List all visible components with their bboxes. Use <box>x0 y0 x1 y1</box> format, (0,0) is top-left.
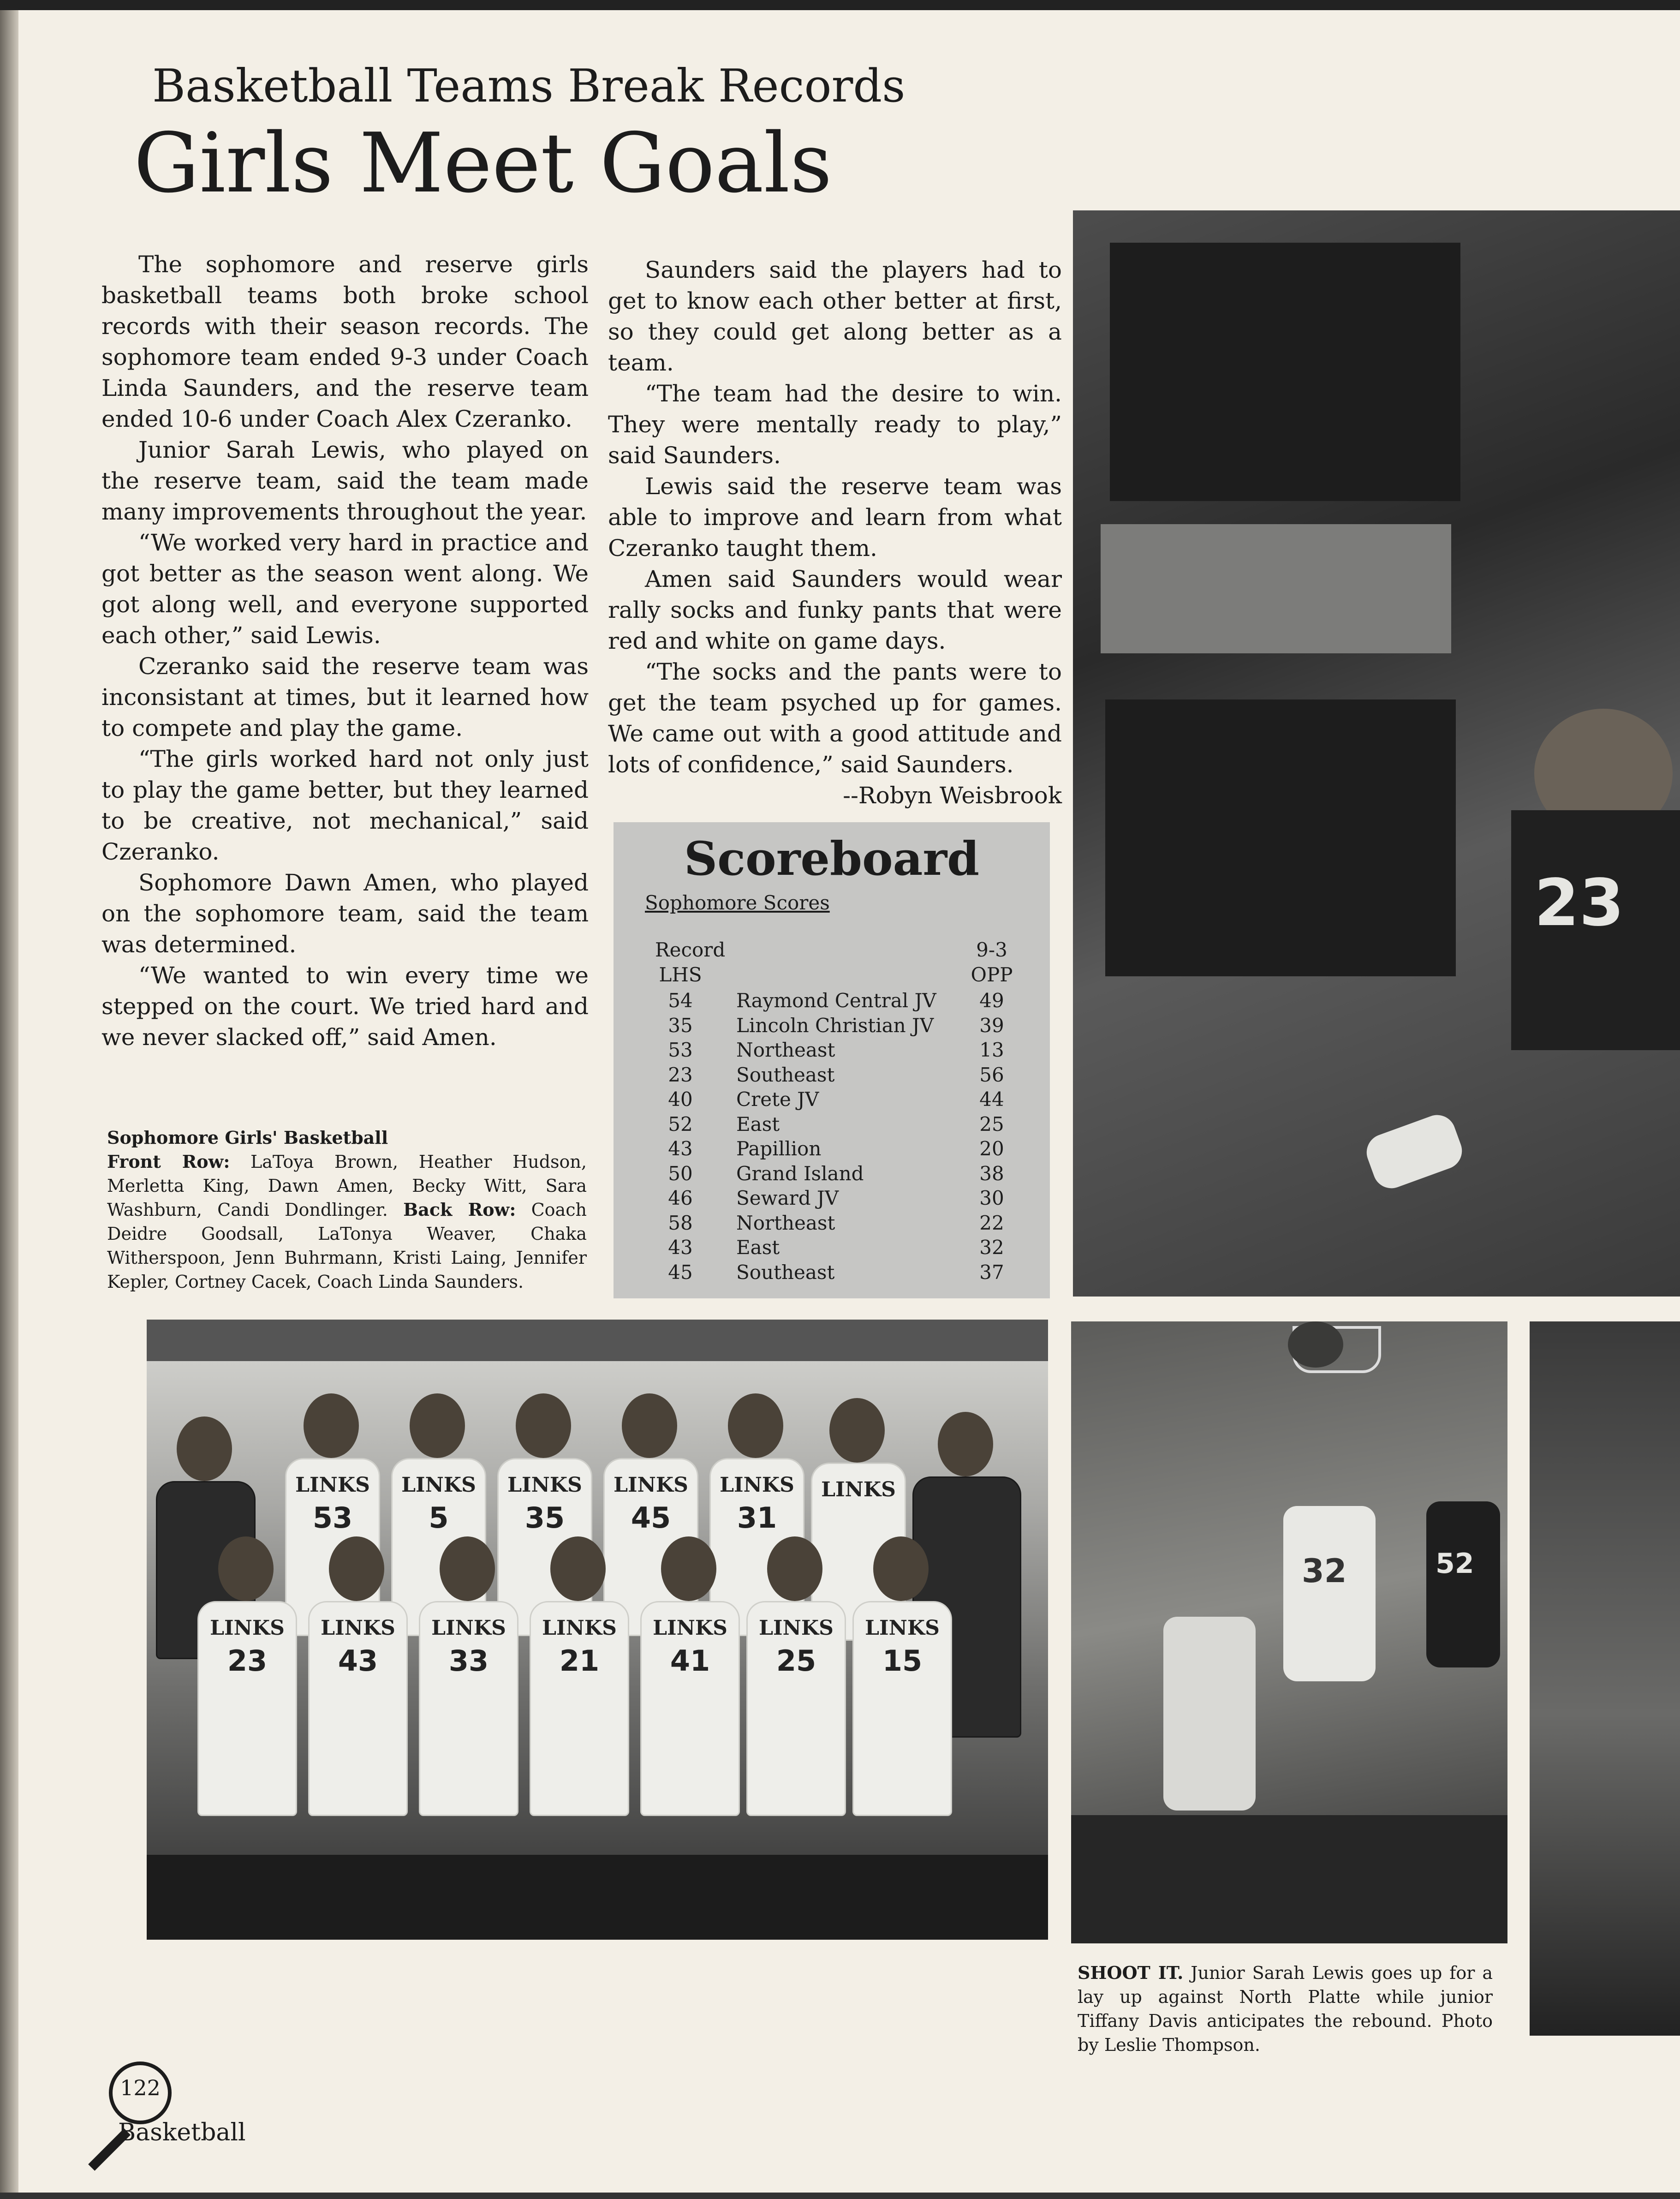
player-jersey <box>640 1601 740 1816</box>
scoreboard-row <box>614 1212 1050 1237</box>
scoreboard-row <box>614 989 1050 1014</box>
opponent-name: Raymond Central JV <box>736 989 936 1012</box>
action-photo-jersey-23 <box>1073 210 1680 1297</box>
scoreboard-row <box>614 1187 1050 1212</box>
lhs-score: 58 <box>668 1211 693 1234</box>
jersey-number: 15 <box>882 1644 923 1678</box>
photo-floor <box>147 1855 1048 1940</box>
player-jersey <box>746 1601 846 1816</box>
player-jersey <box>852 1601 952 1816</box>
jersey-number: 45 <box>631 1501 671 1535</box>
jersey-number: 31 <box>737 1501 777 1535</box>
jersey-number: 23 <box>227 1644 268 1678</box>
paragraph: Amen said Saunders would wear rally socks and funky pants that were red and white on game days. <box>608 566 1062 654</box>
opponent-name: East <box>736 1236 780 1259</box>
opp-score: 22 <box>979 1211 1004 1234</box>
opponent-name: Southeast <box>736 1063 835 1086</box>
opp-score: 39 <box>979 1014 1004 1037</box>
jersey-number: 25 <box>776 1644 816 1678</box>
byline: --Robyn Weisbrook <box>843 782 1062 809</box>
scoreboard-row <box>614 1014 1050 1039</box>
paragraph: Lewis said the reserve team was able to improve and learn from what Czeranko taught them. <box>608 473 1062 562</box>
jersey-text: LINKS <box>759 1616 834 1640</box>
jersey-number: 41 <box>670 1644 710 1678</box>
opponent-name: East <box>736 1112 780 1135</box>
player-head <box>440 1536 495 1601</box>
paragraph: “We wanted to win every time we stepped on the court. We tried hard and we never slacked off,” said Amen. <box>101 962 589 1051</box>
scoreboard-row <box>614 1039 1050 1064</box>
jersey-number: 33 <box>448 1644 489 1678</box>
photo-wall-panel <box>1101 524 1451 653</box>
paragraph: “We worked very hard in practice and got better as the season went along. We got along well, and everyone supported each other,” said Lewis. <box>101 529 589 649</box>
opp-score: 37 <box>979 1261 1004 1284</box>
opp-score: 25 <box>979 1112 1004 1135</box>
opponent-name: Lincoln Christian JV <box>736 1014 934 1037</box>
caption-text: Junior Sarah Lewis goes up for a lay up against North Platte while junior Tiffany Davis anticipates the rebound. Photo by Leslie Thompson. <box>1078 1963 1493 2055</box>
player-head <box>550 1536 606 1601</box>
jersey-text: LINKS <box>653 1616 727 1640</box>
lhs-score: 40 <box>668 1088 693 1111</box>
caption-front-label: Front Row: <box>107 1151 230 1172</box>
opp-score: 38 <box>979 1162 1004 1185</box>
paragraph: Junior Sarah Lewis, who played on the reserve team, said the team made many improvements throughout the year. <box>101 436 589 525</box>
paragraph: “The team had the desire to win. They were mentally ready to play,” said Saunders. <box>608 380 1062 469</box>
scoreboard-record-row <box>614 938 1050 963</box>
scoreboard-row <box>614 1261 1050 1286</box>
scoreboard-row <box>614 1137 1050 1162</box>
lhs-score: 53 <box>668 1039 693 1061</box>
lhs-score: 43 <box>668 1137 693 1160</box>
scoreboard-row <box>614 1088 1050 1113</box>
player-head <box>873 1536 929 1601</box>
scoreboard-header-row <box>614 963 1050 988</box>
jersey-text: LINKS <box>210 1616 285 1640</box>
team-photo-caption <box>107 1126 587 1294</box>
scoreboard-subtitle: Sophomore Scores <box>645 891 830 914</box>
jersey-text: LINKS <box>614 1473 688 1497</box>
player-head <box>329 1536 384 1601</box>
opponent-name: Grand Island <box>736 1162 864 1185</box>
article-column-1 <box>101 249 589 1053</box>
opponent-name: Crete JV <box>736 1088 819 1111</box>
lhs-score: 35 <box>668 1014 693 1037</box>
jersey-text: LINKS <box>542 1616 617 1640</box>
record-value: 9-3 <box>976 938 1007 961</box>
column-header-opp: OPP <box>971 963 1013 986</box>
photo-stairwell-dark <box>1110 243 1460 501</box>
opp-score: 56 <box>979 1063 1004 1086</box>
scan-bottom-edge <box>0 2193 1680 2199</box>
player-jersey <box>419 1601 518 1816</box>
jersey-text: LINKS <box>720 1473 794 1497</box>
player-jersey <box>197 1601 297 1816</box>
opp-score: 32 <box>979 1236 1004 1259</box>
caption-back-names: Coach Deidre Goodsall, LaTonya Weaver, Chaka Witherspoon, Jenn Buhrmann, Kristi Laing, Jennifer Kepler, Cortney Cacek, Coach Linda Saunders. <box>107 1200 587 1292</box>
caption-label: SHOOT IT. <box>1078 1962 1184 1983</box>
caption-title: Sophomore Girls' Basketball <box>107 1127 388 1148</box>
opponent-name: Seward JV <box>736 1187 839 1209</box>
column-header-lhs: LHS <box>659 963 702 986</box>
photo-gym-beam <box>147 1320 1048 1361</box>
player-head <box>728 1393 783 1458</box>
lhs-score: 54 <box>668 989 693 1012</box>
player-jersey <box>530 1601 629 1816</box>
scoreboard-title: Scoreboard <box>684 831 980 886</box>
photo-player-opponent <box>1426 1501 1500 1667</box>
opponent-name: Northeast <box>736 1039 835 1061</box>
adjacent-page-photo-edge <box>1530 1321 1680 2036</box>
opp-score: 20 <box>979 1137 1004 1160</box>
opp-score: 30 <box>979 1187 1004 1209</box>
player-head <box>516 1393 571 1458</box>
jersey-text: LINKS <box>321 1616 395 1640</box>
lhs-score: 23 <box>668 1063 693 1086</box>
photo-player-lewis <box>1283 1506 1376 1681</box>
opponent-name: Southeast <box>736 1261 835 1284</box>
player-head <box>410 1393 465 1458</box>
paragraph: The sophomore and reserve girls basketball teams both broke school records with their season records. The sophomore team ended 9-3 under Coach Linda Saunders, and the reserve team ended 10-6 under Coach Alex Czeranko. <box>101 251 589 432</box>
jersey-number: 35 <box>524 1501 565 1535</box>
player-head <box>661 1536 716 1601</box>
jersey-text: LINKS <box>507 1473 582 1497</box>
page-number: 122 <box>120 2075 161 2100</box>
photo-court-floor <box>1071 1815 1507 1943</box>
paragraph: “The girls worked hard not only just to play the game better, but they learned to be creative, not mechanical,” said Czeranko. <box>101 746 589 865</box>
section-label: Basketball <box>118 2119 246 2146</box>
scoreboard-row <box>614 1064 1050 1088</box>
player-jersey <box>308 1601 408 1816</box>
photo-bleachers <box>1105 699 1456 976</box>
player-head <box>829 1398 885 1463</box>
kicker-headline: Basketball Teams Break Records <box>152 60 906 113</box>
scoreboard-row <box>614 1113 1050 1138</box>
lhs-score: 43 <box>668 1236 693 1259</box>
opponent-name: Northeast <box>736 1211 835 1234</box>
lhs-score: 52 <box>668 1112 693 1135</box>
player-head <box>304 1393 359 1458</box>
lhs-score: 45 <box>668 1261 693 1284</box>
player-head <box>767 1536 822 1601</box>
photo-basketball <box>1288 1321 1343 1368</box>
photo-jersey-number: 23 <box>1534 866 1624 941</box>
player-head <box>218 1536 274 1601</box>
jersey-number: 5 <box>429 1501 449 1535</box>
scoreboard-box <box>614 822 1050 1298</box>
player-head <box>177 1416 232 1481</box>
page-spine <box>0 0 18 2199</box>
photo-jersey-number: 52 <box>1436 1548 1474 1580</box>
opponent-name: Papillion <box>736 1137 822 1160</box>
scan-top-edge <box>0 0 1680 10</box>
page-title: Girls Meet Goals <box>134 115 832 211</box>
opp-score: 13 <box>979 1039 1004 1061</box>
lhs-score: 50 <box>668 1162 693 1185</box>
article-column-2 <box>608 255 1062 811</box>
jersey-number: 21 <box>559 1644 600 1678</box>
record-label: Record <box>655 938 726 961</box>
scoreboard-row <box>614 1236 1050 1261</box>
jersey-text: LINKS <box>821 1478 896 1501</box>
paragraph: Saunders said the players had to get to know each other better at first, so they could get along better as a team. <box>608 257 1062 376</box>
photo-jersey-number: 32 <box>1302 1552 1347 1590</box>
opp-score: 49 <box>979 989 1004 1012</box>
jersey-text: LINKS <box>865 1616 940 1640</box>
opp-score: 44 <box>979 1088 1004 1111</box>
shoot-it-photo <box>1071 1321 1507 1943</box>
paragraph: Czeranko said the reserve team was inconsistant at times, but it learned how to compete and play the game. <box>101 653 589 741</box>
photo-sneaker <box>1362 1110 1467 1193</box>
player-head <box>622 1393 677 1458</box>
scoreboard-row <box>614 1162 1050 1187</box>
caption-front-names: LaToya Brown, Heather Hudson, Merletta King, Dawn Amen, Becky Witt, Sara Washburn, Candi Dondlinger. <box>107 1152 587 1220</box>
caption-back-label: Back Row: <box>403 1199 516 1220</box>
jersey-number: 53 <box>312 1501 353 1535</box>
jersey-text: LINKS <box>295 1473 370 1497</box>
jersey-text: LINKS <box>401 1473 476 1497</box>
paragraph: Sophomore Dawn Amen, who played on the sophomore team, said the team was determined. <box>101 869 589 958</box>
shoot-it-caption <box>1078 1961 1493 2057</box>
paragraph: “The socks and the pants were to get the team psyched up for games. We came out with a good attitude and lots of confidence,” said Saunders. <box>608 658 1062 778</box>
jersey-number: 43 <box>338 1644 378 1678</box>
player-head <box>938 1412 993 1476</box>
photo-player-davis <box>1163 1617 1256 1811</box>
team-photo <box>147 1320 1048 1940</box>
jersey-text: LINKS <box>431 1616 506 1640</box>
lhs-score: 46 <box>668 1187 693 1209</box>
